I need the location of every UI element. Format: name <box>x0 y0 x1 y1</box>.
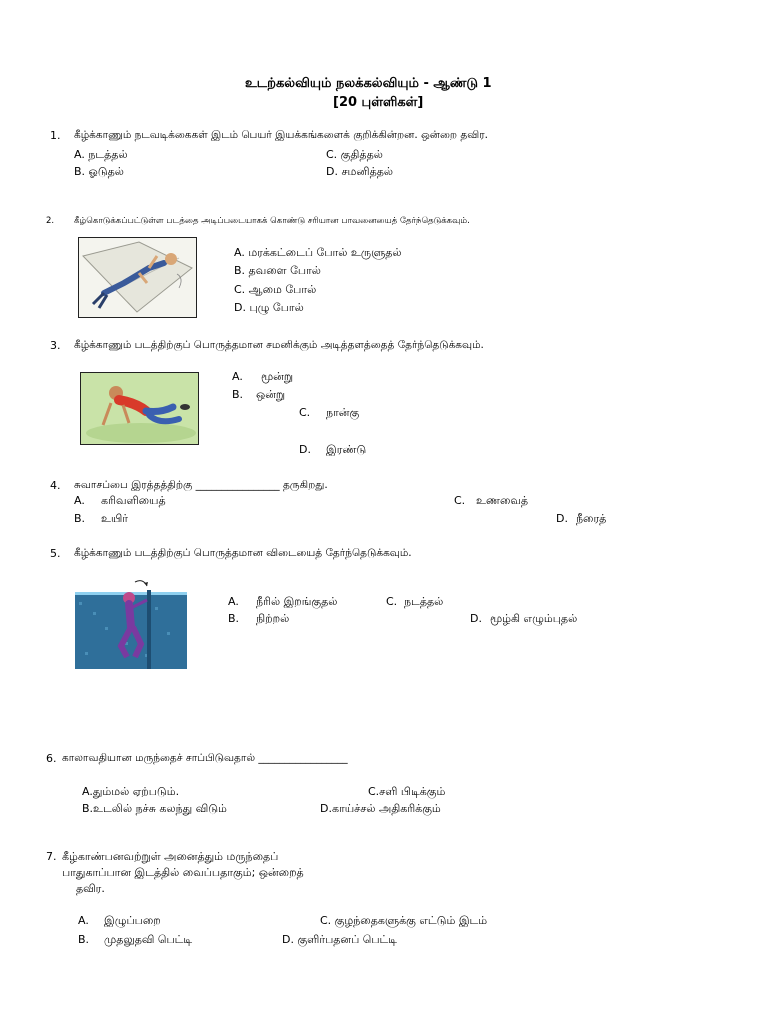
q4-text: சுவாசப்பை இரத்தத்திற்கு ________________ தருகிறது. <box>74 479 328 491</box>
q1-option-c[interactable]: C. குதித்தல் <box>326 148 383 161</box>
q4-number: 4. <box>50 479 61 492</box>
q4-option-d-text[interactable]: நீரைத் <box>576 512 607 525</box>
q3-option-a-text[interactable]: மூன்று <box>261 370 294 383</box>
q1-text: கீழ்க்காணும் நடவடிக்கைகள் இடம் பெயர் இயக்கங்களைக் குறிக்கின்றன. ஒன்றை தவிர. <box>74 129 488 141</box>
q2-option-a[interactable]: A. மரக்கட்டைப் போல் உருளுதல் <box>234 246 402 259</box>
q5-option-d-letter[interactable]: D. <box>470 612 482 625</box>
q4-option-d-letter[interactable]: D. <box>556 512 568 525</box>
q4-option-c-text[interactable]: உணவைத் <box>476 494 529 507</box>
q6-option-d[interactable]: D.காய்ச்சல் அதிகரிக்கும் <box>320 802 441 815</box>
q4-option-a-text[interactable]: கரிவளியைத் <box>101 494 166 507</box>
q5-option-b-text[interactable]: நிற்றல் <box>256 612 290 625</box>
q7-option-b-text[interactable]: முதலுதவி பெட்டி <box>104 933 193 946</box>
q5-option-a-text[interactable]: நீரில் இறங்குதல் <box>256 595 338 608</box>
q4-option-b-text[interactable]: உயிர் <box>101 512 129 525</box>
q4-option-b-letter[interactable]: B. <box>74 512 86 525</box>
q3-picture-balancing-child <box>80 372 199 445</box>
q2-option-b[interactable]: B. தவளை போல் <box>234 264 321 277</box>
page-title: உடற்கல்வியும் நலக்கல்வியும் - ஆண்டு 1 <box>245 76 492 91</box>
q7-option-c[interactable]: C. குழந்தைகளுக்கு எட்டும் இடம் <box>320 914 488 927</box>
q3-option-d-text[interactable]: இரண்டு <box>326 443 367 456</box>
q6-number: 6. <box>46 752 57 765</box>
total-marks: [20 புள்ளிகள்] <box>333 95 424 110</box>
q6-option-a[interactable]: A.தும்மல் ஏற்படும். <box>82 785 180 798</box>
q2-option-d[interactable]: D. புழு போல் <box>234 301 304 314</box>
q6-text: காலாவதியான மருந்தைச் சாப்பிடுவதால் _________________ <box>62 752 348 764</box>
q1-number: 1. <box>50 129 61 142</box>
q3-option-c-letter[interactable]: C. <box>299 406 311 419</box>
q5-option-c-text[interactable]: நடத்தல் <box>404 595 444 608</box>
q5-option-b-letter[interactable]: B. <box>228 612 240 625</box>
q1-option-a[interactable]: A. நடத்தல் <box>74 148 128 161</box>
q5-text: கீழ்க்காணும் படத்திற்குப் பொருத்தமான விடையைத் தேர்ந்தெடுக்கவும். <box>74 547 412 559</box>
q3-option-a-letter[interactable]: A. <box>232 370 243 383</box>
q4-option-a-letter[interactable]: A. <box>74 494 85 507</box>
q2-picture-lying-child <box>78 237 197 318</box>
q7-option-a-letter[interactable]: A. <box>78 914 89 927</box>
q7-text-line-2: பாதுகாப்பான இடத்தில் வைப்பதாகும்; ஒன்றைத் <box>62 866 304 879</box>
q3-number: 3. <box>50 339 61 352</box>
q2-text: கீழ்கொடுக்கப்பட்டுள்ள படத்தை அடிப்படையாகக் கொண்டு சரியான பாவனையைத் தேர்ந்தெடுக்கவும். <box>74 216 470 226</box>
q1-option-b[interactable]: B. ஓடுதல் <box>74 165 124 178</box>
q7-option-a-text[interactable]: இழுப்பறை <box>104 914 161 927</box>
q2-number: 2. <box>46 216 55 226</box>
q7-option-d[interactable]: D. குளிர்பதனப் பெட்டி <box>282 933 398 946</box>
q3-option-c-text[interactable]: நான்கு <box>326 406 360 419</box>
q1-option-d[interactable]: D. சமனித்தல் <box>326 165 394 178</box>
q2-option-c[interactable]: C. ஆமை போல் <box>234 283 317 296</box>
q3-text: கீழ்க்காணும் படத்திற்குப் பொருத்தமான சமனிக்கும் அடித்தளத்தைத் தேர்ந்தெடுக்கவும். <box>74 339 484 351</box>
q5-option-a-letter[interactable]: A. <box>228 595 239 608</box>
q7-text-line-3: தவிர. <box>76 882 105 895</box>
q7-option-b-letter[interactable]: B. <box>78 933 90 946</box>
q5-option-c-letter[interactable]: C. <box>386 595 398 608</box>
q5-number: 5. <box>50 547 61 560</box>
q3-option-d-letter[interactable]: D. <box>299 443 311 456</box>
q5-picture-swimmer <box>75 572 187 669</box>
q7-text-line-1: கீழ்காண்பனவற்றுள் அனைத்தும் மருந்தைப் <box>62 850 279 863</box>
q7-number: 7. <box>46 850 57 863</box>
q6-option-c[interactable]: C.சளி பிடிக்கும் <box>368 785 446 798</box>
q4-option-c-letter[interactable]: C. <box>454 494 466 507</box>
q3-option-b-text[interactable]: ஒன்று <box>256 388 286 401</box>
q3-option-b-letter[interactable]: B. <box>232 388 244 401</box>
q6-option-b[interactable]: B.உடலில் நச்சு கலந்து விடும் <box>82 802 227 815</box>
q5-option-d-text[interactable]: மூழ்கி எழும்புதல் <box>490 612 578 625</box>
